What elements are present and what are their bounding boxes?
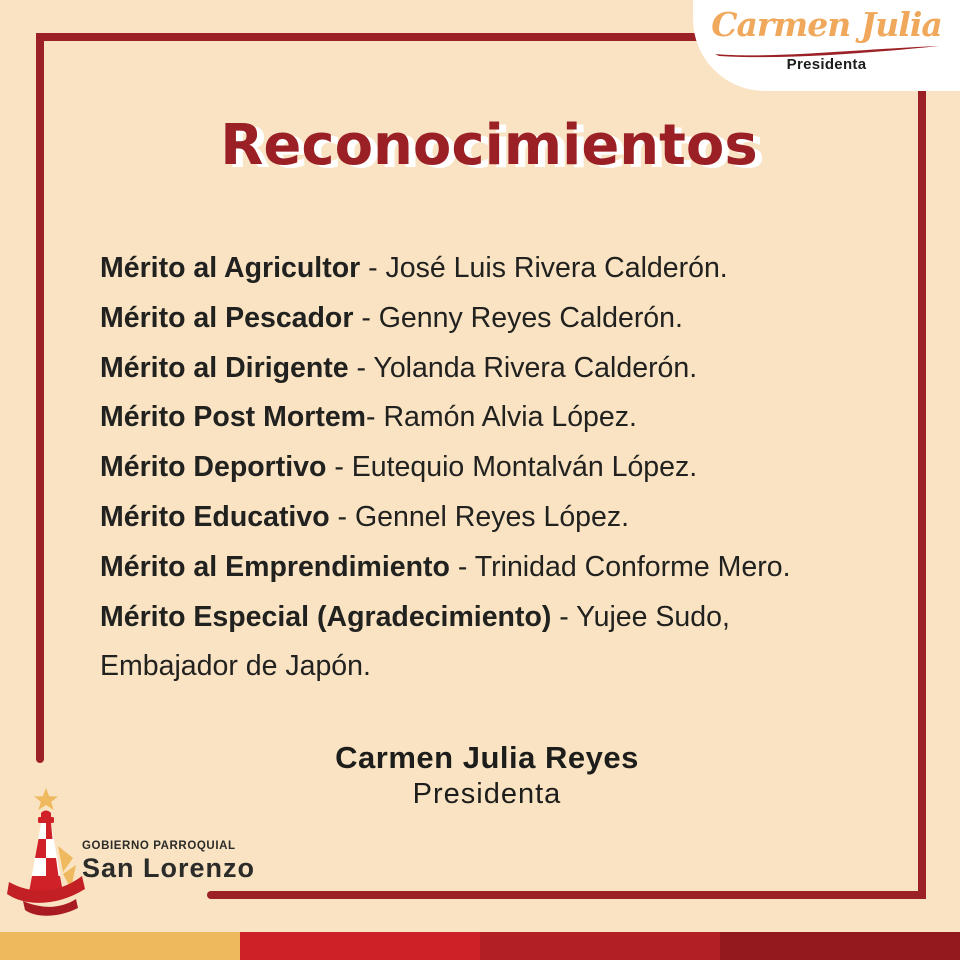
award-item — [100, 493, 862, 543]
award-label: Mérito al Dirigente — [100, 351, 349, 384]
brand-role-label: Presidenta — [786, 56, 867, 73]
award-label: Mérito Especial (Agradecimiento) — [100, 600, 552, 633]
lighthouse-logo-icon — [6, 786, 88, 918]
strip-segment-medium-red — [480, 932, 720, 960]
awards-list — [100, 244, 862, 692]
award-label: Mérito al Agricultor — [100, 252, 361, 284]
star-icon — [34, 788, 58, 810]
award-recipient: - Gennel Reyes López. — [329, 500, 630, 533]
award-label: Mérito Educativo — [100, 500, 330, 533]
footer-logo-gobierno: GOBIERNO PARROQUIAL — [82, 840, 236, 852]
signature-role: Presidenta — [412, 778, 562, 810]
award-recipient: - Ramón Alvia López. — [366, 401, 637, 434]
brand-card — [693, 0, 960, 91]
award-item — [100, 344, 862, 394]
page-title: Reconocimientos — [220, 113, 758, 178]
award-recipient: - Yujee Sudo, Embajador de Japón. — [100, 600, 730, 683]
strip-segment-gold — [0, 932, 240, 960]
award-recipient: - Trinidad Conforme Mero. — [449, 550, 791, 583]
footer-color-strip — [0, 932, 960, 960]
award-label: Mérito al Emprendimiento — [100, 550, 450, 583]
award-label: Mérito Post Mortem — [100, 401, 367, 434]
award-item — [100, 543, 862, 593]
strip-segment-red — [240, 932, 480, 960]
award-item — [100, 244, 862, 294]
award-recipient: - Eutequio Montalván López. — [326, 451, 698, 484]
award-label: Mérito Deportivo — [100, 451, 327, 484]
signature-name: Carmen Julia Reyes — [335, 740, 639, 775]
footer-logo-san-lorenzo: San Lorenzo — [82, 853, 256, 883]
award-item — [100, 443, 862, 493]
award-recipient: - Yolanda Rivera Calderón. — [348, 351, 698, 384]
award-item — [100, 593, 862, 693]
strip-segment-dark-red — [720, 932, 960, 960]
award-recipient: - José Luis Rivera Calderón. — [360, 252, 728, 284]
award-item — [100, 393, 862, 443]
award-item — [100, 294, 862, 344]
brand-script-name: Carmen Julia — [711, 5, 942, 44]
footer-logo-text — [82, 840, 255, 884]
footer-logo — [6, 786, 266, 918]
award-recipient: - Genny Reyes Calderón. — [353, 301, 683, 334]
frame-bottom-border — [207, 891, 926, 899]
award-label: Mérito al Pescador — [100, 301, 354, 334]
